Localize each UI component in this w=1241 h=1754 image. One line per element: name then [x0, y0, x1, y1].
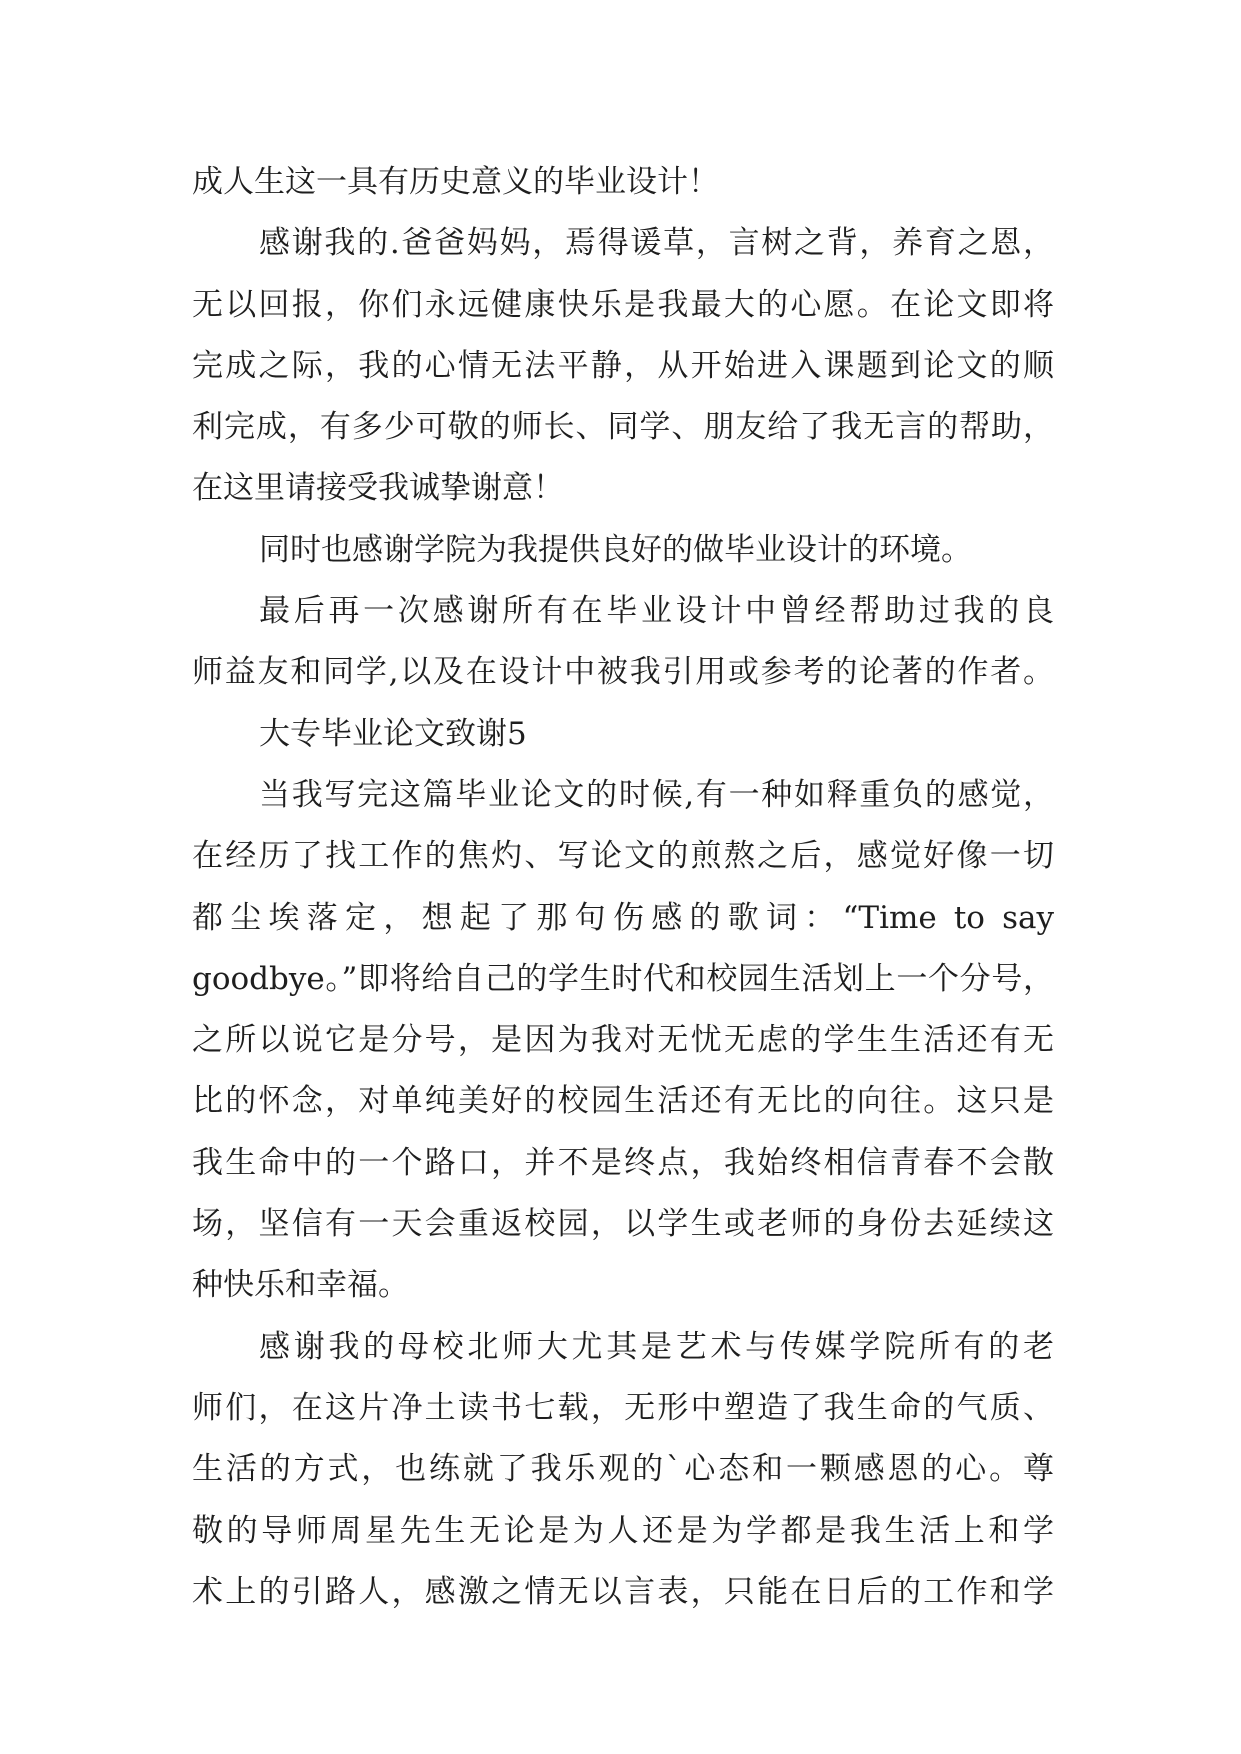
text-line: 在经历了找工作的焦灼、写论文的煎熬之后，感觉好像一切 — [192, 838, 1054, 875]
text-line: 场，坚信有一天会重返校园，以学生或老师的身份去延续这 — [192, 1206, 1054, 1243]
text-line: 感谢我的母校北师大尤其是艺术与传媒学院所有的老 — [259, 1328, 1054, 1365]
text-line: 之所以说它是分号，是因为我对无忧无虑的学生生活还有无 — [192, 1022, 1054, 1059]
text-line: 当我写完这篇毕业论文的时候,有一种如释重负的感觉， — [259, 776, 1054, 813]
text-line: 在这里请接受我诚挚谢意！ — [192, 470, 564, 507]
text-line: 利完成，有多少可敬的师长、同学、朋友给了我无言的帮助， — [192, 409, 1054, 446]
text-line: 敬的导师周星先生无论是为人还是为学都是我生活上和学 — [192, 1512, 1054, 1549]
text-line: 生活的方式，也练就了我乐观的`心态和一颗感恩的心。尊 — [192, 1451, 1054, 1488]
text-line: 师们，在这片净土读书七载，无形中塑造了我生命的气质、 — [192, 1389, 1054, 1426]
text-line: 完成之际，我的心情无法平静，从开始进入课题到论文的顺 — [192, 347, 1054, 384]
text-line: 无以回报，你们永远健康快乐是我最大的心愿。在论文即将 — [192, 286, 1054, 323]
text-line: 都尘埃落定，想起了那句伤感的歌词：“Time to say — [192, 899, 1054, 936]
text-line: 师益友和同学,以及在设计中被我引用或参考的论著的作者。 — [192, 654, 1054, 691]
text-line: 同时也感谢学院为我提供良好的做毕业设计的环境。 — [259, 531, 972, 568]
text-line: 我生命中的一个路口，并不是终点，我始终相信青春不会散 — [192, 1144, 1054, 1181]
text-line: 大专毕业论文致谢5 — [259, 715, 527, 752]
text-line: goodbye。”即将给自己的学生时代和校园生活划上一个分号， — [192, 960, 1054, 997]
text-line: 感谢我的.爸爸妈妈，焉得谖草，言树之背，养育之恩， — [259, 225, 1054, 262]
text-line: 比的怀念，对单纯美好的校园生活还有无比的向往。这只是 — [192, 1083, 1054, 1120]
document-body — [192, 152, 1054, 1623]
text-line: 种快乐和幸福。 — [192, 1267, 409, 1304]
text-line: 成人生这一具有历史意义的毕业设计！ — [192, 164, 719, 200]
text-line: 术上的引路人，感激之情无以言表，只能在日后的工作和学 — [192, 1573, 1054, 1610]
text-line: 最后再一次感谢所有在毕业设计中曾经帮助过我的良 — [259, 593, 1054, 630]
